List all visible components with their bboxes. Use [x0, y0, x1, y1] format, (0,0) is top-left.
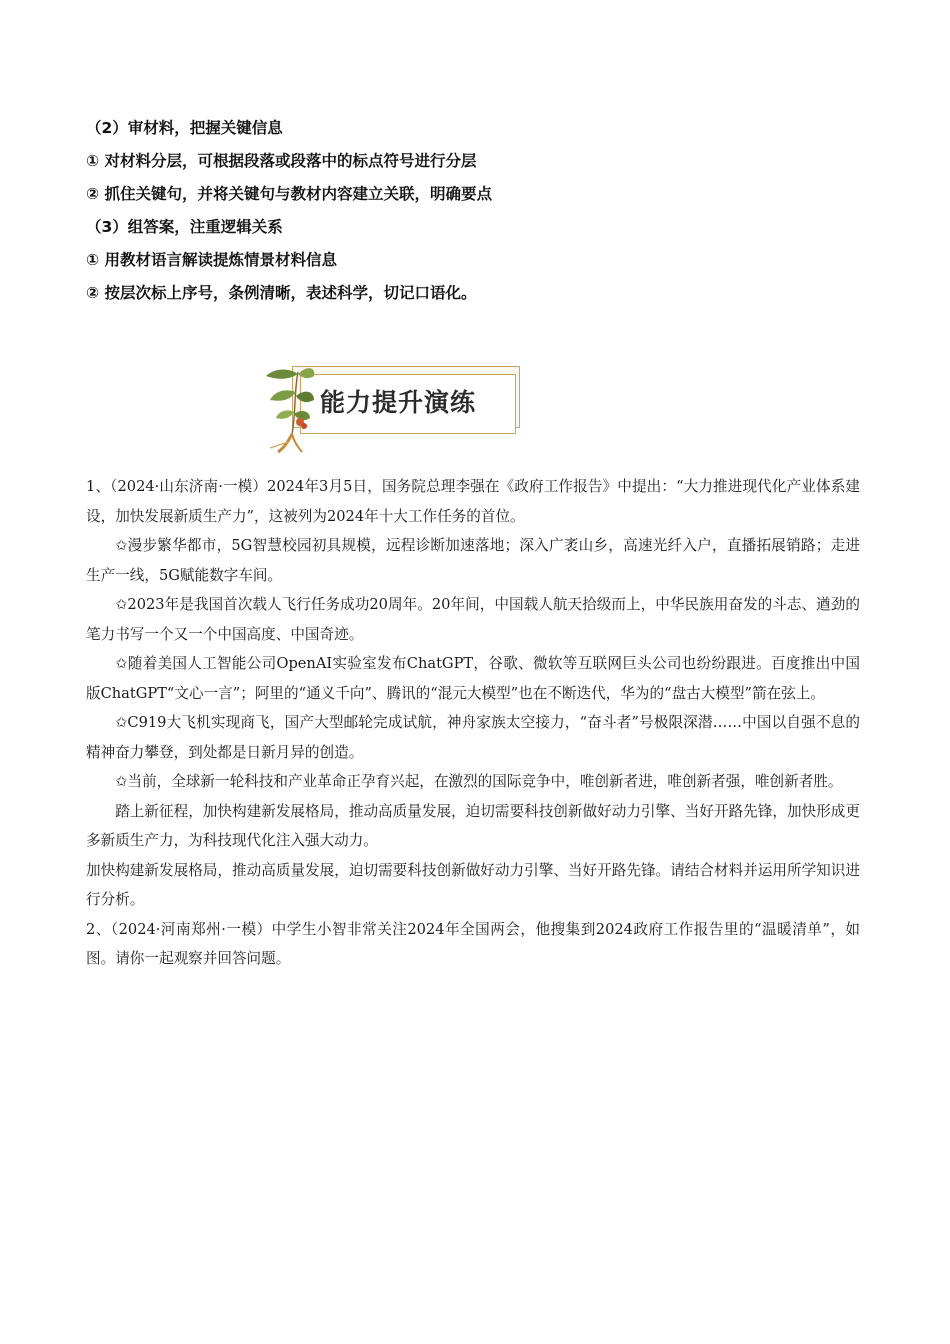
step-point: ① 用教材语言解读提炼情景材料信息 — [86, 251, 338, 269]
question-2-intro: 2、（2024·河南郑州·一模）中学生小智非常关注2024年全国两会，他搜集到2024政府工作报告里的“温暖清单”，如图。请你一起观察并回答问题。 — [86, 920, 860, 967]
material-paragraph: 踏上新征程，加快构建新发展格局，推动高质量发展，迫切需要科技创新做好动力引擎、当好开路先锋，加快形成更多新质生产力，为科技现代化注入强大动力。 — [86, 802, 860, 849]
answer-method-section — [86, 112, 866, 310]
material-paragraph: ✩C919大飞机实现商飞，国产大型邮轮完成试航，神舟家族太空接力，“奋斗者”号极限深潜……中国以自强不息的精神奋力攀登，到处都是日新月异的创造。 — [86, 714, 860, 761]
question-1-task: 加快构建新发展格局，推动高质量发展，迫切需要科技创新做好动力引擎、当好开路先锋。请结合材料并运用所学知识进行分析。 — [86, 861, 860, 908]
step-point: ② 按层次标上序号，条例清晰，表述科学，切记口语化。 — [86, 284, 477, 302]
step-heading-2: （2）审材料，把握关键信息 — [86, 119, 283, 137]
material-paragraph: ✩漫步繁华都市，5G智慧校园初具规模，远程诊断加速落地；深入广袤山乡，高速光纤入户，直播拓展销路；走进生产一线，5G赋能数字车间。 — [86, 537, 860, 584]
question-1-intro: 1、（2024·山东济南·一模）2024年3月5日，国务院总理李强在《政府工作报告》中提出：“大力推进现代化产业体系建设，加快发展新质生产力”，这被列为2024年十大工作任务的首位。 — [86, 478, 860, 525]
step-heading-3: （3）组答案，注重逻辑关系 — [86, 218, 283, 236]
material-paragraph: ✩随着美国人工智能公司OpenAI实验室发布ChatGPT，谷歌、微软等互联网巨头公司也纷纷跟进。百度推出中国版ChatGPT“文心一言”；阿里的“通义千向”、腾讯的“混元大模型”也在不断迭代，华为的“盘古大模型”箭在弦上。 — [86, 655, 860, 702]
ginseng-plant-icon — [258, 362, 318, 454]
step-point: ① 对材料分层，可根据段落或段落中的标点符号进行分层 — [86, 152, 477, 170]
exercise-content — [86, 472, 860, 974]
material-paragraph: ✩2023年是我国首次载人飞行任务成功20周年。20年间，中国载人航天拾级而上，中华民族用奋发的斗志、遒劲的笔力书写一个又一个中国高度、中国奇迹。 — [86, 596, 860, 643]
banner-title: 能力提升演练 — [320, 388, 477, 417]
section-banner — [258, 362, 528, 454]
step-point: ② 抓住关键句，并将关键句与教材内容建立关联，明确要点 — [86, 185, 493, 203]
material-paragraph: ✩当前，全球新一轮科技和产业革命正孕育兴起，在激烈的国际竞争中，唯创新者进，唯创新者强，唯创新者胜。 — [115, 773, 843, 790]
